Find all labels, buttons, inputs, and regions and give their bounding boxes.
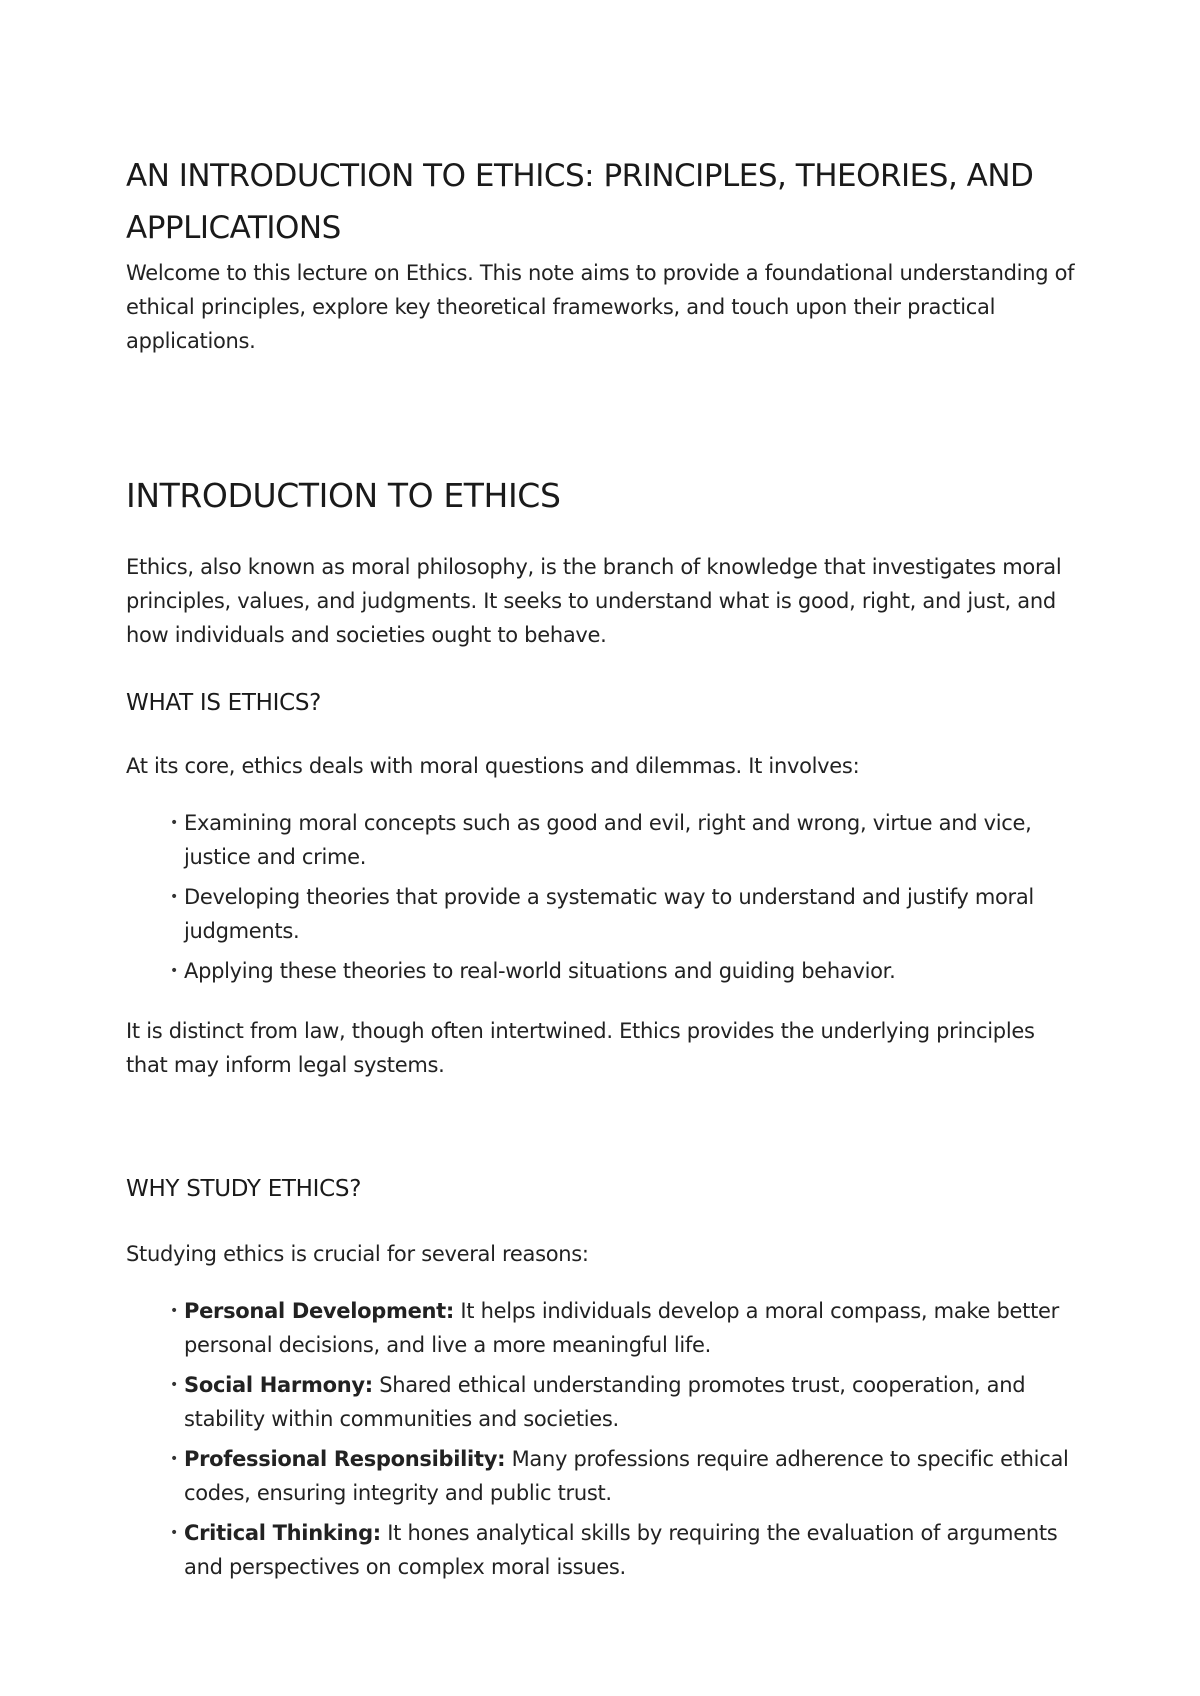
list-item-text: Applying these theories to real-world situations and guiding behavior.	[184, 959, 896, 983]
section-heading-introduction: INTRODUCTION TO ETHICS	[126, 476, 561, 515]
bullet-icon: •	[170, 889, 178, 905]
why-study-bullet-list	[170, 1294, 1090, 1590]
list-item	[170, 1294, 1090, 1362]
list-item	[170, 806, 1090, 874]
list-item-text: Shared ethical understanding promotes trust, cooperation, and stability within communities and societies.	[184, 1373, 1026, 1431]
subheading-why-study-ethics: WHY STUDY ETHICS?	[126, 1176, 362, 1202]
list-item-term: Social Harmony:	[184, 1373, 373, 1397]
what-is-bullet-list	[170, 806, 1090, 994]
list-item	[170, 880, 1090, 948]
list-item-text: Many professions require adherence to specific ethical codes, ensuring integrity and public trust.	[184, 1447, 1069, 1505]
what-is-closing: It is distinct from law, though often intertwined. Ethics provides the underlying principles that may inform legal systems.	[126, 1019, 1035, 1077]
bullet-icon: •	[170, 963, 178, 979]
list-item-text: It hones analytical skills by requiring the evaluation of arguments and perspectives on complex moral issues.	[184, 1521, 1058, 1579]
list-item-text: Developing theories that provide a systematic way to understand and justify moral judgments.	[184, 885, 1034, 943]
bullet-icon: •	[170, 1451, 178, 1467]
list-item	[170, 1442, 1090, 1510]
list-item-text: Examining moral concepts such as good and evil, right and wrong, virtue and vice, justice and crime.	[184, 811, 1032, 869]
subheading-what-is-ethics: WHAT IS ETHICS?	[126, 690, 322, 716]
bullet-icon: •	[170, 1377, 178, 1393]
list-item	[170, 954, 1090, 988]
intro-paragraph: Welcome to this lecture on Ethics. This note aims to provide a foundational understanding of ethical principles, explore key theoretical frameworks, and touch upon their practical applications.	[126, 261, 1075, 353]
list-item-term: Professional Responsibility:	[184, 1447, 506, 1471]
why-study-lead: Studying ethics is crucial for several reasons:	[126, 1242, 589, 1266]
bullet-icon: •	[170, 1525, 178, 1541]
list-item	[170, 1516, 1090, 1584]
document-title: AN INTRODUCTION TO ETHICS: PRINCIPLES, THEORIES, AND APPLICATIONS	[126, 158, 1034, 246]
bullet-icon: •	[170, 815, 178, 831]
what-is-lead: At its core, ethics deals with moral questions and dilemmas. It involves:	[126, 754, 860, 778]
introduction-paragraph: Ethics, also known as moral philosophy, is the branch of knowledge that investigates moral principles, values, and judgments. It seeks to understand what is good, right, and just, and how individuals and societies ought to behave.	[126, 555, 1062, 647]
list-item-term: Critical Thinking:	[184, 1521, 381, 1545]
list-item	[170, 1368, 1090, 1436]
list-item-text: It helps individuals develop a moral compass, make better personal decisions, and live a more meaningful life.	[184, 1299, 1059, 1357]
bullet-icon: •	[170, 1303, 178, 1319]
list-item-term: Personal Development:	[184, 1299, 455, 1323]
